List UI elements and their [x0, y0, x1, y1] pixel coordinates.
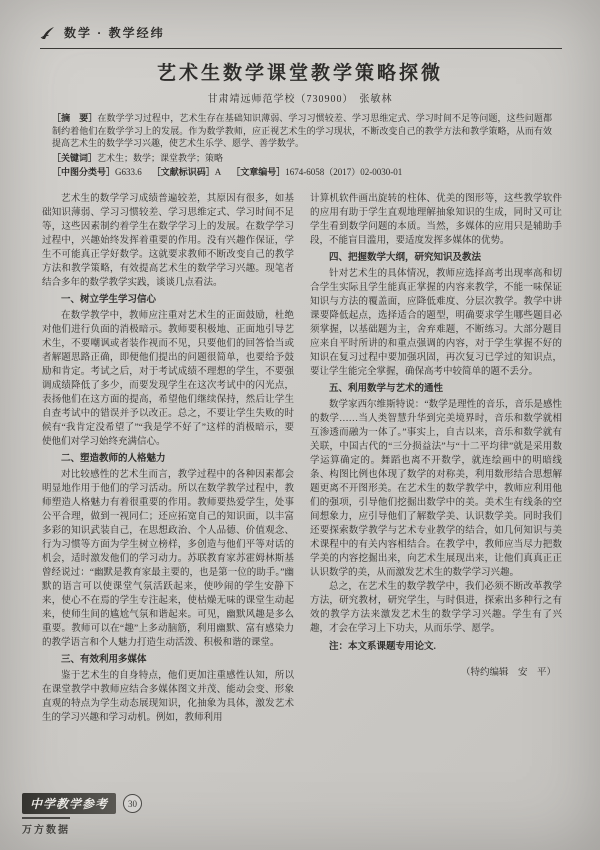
- section-1-paragraph: 在数学教学中，教师应注重对艺术生的正面鼓励，杜绝对他们进行负面的消极暗示。教师要积极地、正面地引导艺术生，不要嘲讽或者装作视而不见，只要他们的回答恰当或者解题思路正确，即便他们提出的问题很简单，也要给予鼓励和肯定。考试之后，对于考试成绩不理想的学生，不要强调成绩降低了多少，而要发现学生在这次考试中的闪光点，表扬他们在这方面的提高，希望他们继续保持，然后让学生自查考试中的错误并予以改正。总之，不要让学生失败的时候有“我肯定没希望了”“我是学不好了”这样的消极暗示，要使他们对学习始终充满信心。: [42, 311, 294, 447]
- classification-line: [52, 166, 552, 179]
- conclusion-paragraph: 总之，在艺术生的数学教学中，我们必须不断改革教学方法，研究教材，研究学生，与时俱进，探索出多种行之有效的教学方法来激发艺术生的数学学习兴趣。学生有了兴趣，才会在学习上下功夫，从而乐学、愿学。: [310, 582, 562, 634]
- page-number-badge: 30: [123, 794, 142, 813]
- journal-logo: 中学教学参考: [22, 793, 116, 814]
- journal-logo-row: [22, 793, 142, 814]
- doc-code-value: A: [214, 167, 222, 178]
- sprig-icon: [40, 26, 56, 40]
- keywords-text: 艺术生；数学；课堂教学；策略: [97, 152, 224, 163]
- section-heading-4: 四、把握数学大纲，研究知识及教法: [329, 252, 482, 263]
- footnote: 注：本文系课题专用论文.: [329, 642, 436, 652]
- keywords: [52, 152, 552, 165]
- section-3-continuation: 计算机软件画出旋转的柱体、优美的图形等，这些教学软件的应用有助于学生直观地理解抽象知识的生成，同时又可让学生看到数学问题的本质。当然，多媒体的应用只是辅助手段，不能盲目滥用，要适度发挥多媒体的优势。: [310, 194, 562, 246]
- article-id-value: 1674-6058（2017）02-0030-01: [285, 167, 403, 178]
- column-category-label: 数学 · 教学经纬: [64, 26, 165, 40]
- clc-label: ［中图分类号］: [52, 167, 116, 178]
- doc-code-label: ［文献标识码］: [151, 167, 215, 178]
- intro-paragraph: 艺术生的数学学习成绩普遍较差，其原因有很多，如基础知识薄弱、学习习惯较差、学习思维定式、学习时间不足等，这些因素制约着学生在数学学习上的发展。在数学学习过程中，兴趣始终发挥着重要的作用。没有兴趣作保证，学生不可能真正学好数学。这就要求教师不断改变自己的教学方法和教学策略，有效提高艺术生的数学学习兴趣。现笔者结合多年的数学教学实践，谈谈几点看法。: [42, 194, 294, 288]
- left-column: [42, 192, 294, 804]
- abstract-text: 在数学学习过程中，艺术生存在基础知识薄弱、学习习惯较差、学习思维定式、学习时间不足等问题，这些问题都制约着他们在数学学习上的发展。作为数学教师，应正视艺术生的学习现状，不断改变自己的教学方法和教学策略，从而有效提高艺术生的数学学习兴趣，使艺术生乐学、愿学、善学数学。: [52, 113, 552, 149]
- section-heading-5: 五、利用数学与艺术的通性: [329, 383, 444, 394]
- article-body: [42, 192, 562, 804]
- editor-credit: （特约编辑 安 平）: [460, 668, 556, 678]
- section-heading-1: 一、树立学生学习信心: [61, 294, 157, 305]
- abstract-label: ［摘 要］: [52, 113, 98, 123]
- database-watermark: 万方数据: [22, 817, 70, 836]
- section-heading-2: 二、塑造教师的人格魅力: [61, 453, 166, 464]
- article-id-label: ［文章编号］: [231, 167, 286, 178]
- article-byline: 甘肃靖远师范学校（730900） 张敏林: [207, 94, 393, 105]
- right-column: [310, 192, 562, 804]
- section-heading-3: 三、有效利用多媒体: [61, 654, 147, 665]
- front-matter: [52, 112, 552, 181]
- section-header: [40, 24, 562, 49]
- section-3-paragraph: 鉴于艺术生的自身特点，他们更加注重感性认知，所以在课堂教学中教师应结合多媒体图文并茂、能动会变、形象直观的特点为学生动态展现知识，化抽象为具体，激发艺术生的学习兴趣和学习动机。例如，教师利用: [42, 671, 294, 723]
- section-4-paragraph: 针对艺术生的具体情况，教师应选择高考出现率高和切合学生实际且学生能真正掌握的内容来教学，不能一味保证知识与方法的覆盖面，应降低难度、分层次教学。教学中讲课要降低起点，选择适合的题型，明确要求学生哪些题目必须掌握，以基础题为主，舍弃难题，不断练习。大部分题目应来自平时所讲的和重点强调的内容，对于学生掌握不好的知识在复习过程中要加强巩固，再次复习已学过的知识点，要让学生能完全掌握，确保高考中较简单的题不丢分。: [310, 269, 562, 377]
- article-title: 艺术生数学课堂教学策略探微: [156, 63, 443, 84]
- section-2-paragraph: 对比较感性的艺术生而言，教学过程中的各种因素都会明显地作用于他们的学习活动。所以在数学教学过程中，教师塑造人格魅力有着很重要的作用。教师要热爱学生，处事公平合理，做到一视同仁；还应拓宽自己的知识面，以丰富多彩的知识武装自己，在思想政治、个人品德、价值观念、行为习惯等方面为学生树立榜样，多创造与他们平等对话的机会，适时激发他们的学习动力。苏联教育家苏霍姆林斯基曾经说过：“幽默是教育家最主要的，也是第一位的助手。”幽默的语言可以使课堂气氛活跃起来，使吵闹的学生安静下来，使心不在焉的学生专注起来，使枯燥无味的课堂生动起来，使师生间的尴尬气氛和谐起来。可见，幽默风趣是多么重要。教师可以在“趣”上多动脑筋，利用幽默、富有感染力的教学语言和个人魅力打造生动活泼、积极和谐的课堂。: [42, 470, 294, 648]
- keywords-label: ［关键词］: [52, 152, 98, 163]
- clc-value: G633.6: [115, 167, 142, 178]
- abstract: [52, 112, 552, 150]
- page-footer: [22, 793, 142, 838]
- section-5-paragraph: 数学家西尔维斯特说：“数学是理性的音乐，音乐是感性的数学……当人类智慧升华到完美境界时，音乐和数学就相互渗透而融为一体了。”事实上，自古以来，音乐和数学就有关联，中国古代的“三分损益法”与“十二平均律”就是采用数学运算确定的。舞蹈也离不开数学，就连绘画中的明暗线条、构图比例也体现了数学的对称美，利用数形结合思想解题更离不开图形美。在艺术生的数学教学中，教师应利用他们的强项，引导他们挖掘出数学中的美。美术生有线条的空间想象力，应引导他们了解数学美、认识数学美。同时我们还要探索数学教学与艺术专业教学的结合，如几何知识与美术课程中的有关内容相结合。在教学中，教师应当尽力把数学美的内容挖掘出来，向艺术生展现出来，让他们真真正正认识数学的美，从而激发艺术生的数学学习兴趣。: [310, 400, 562, 578]
